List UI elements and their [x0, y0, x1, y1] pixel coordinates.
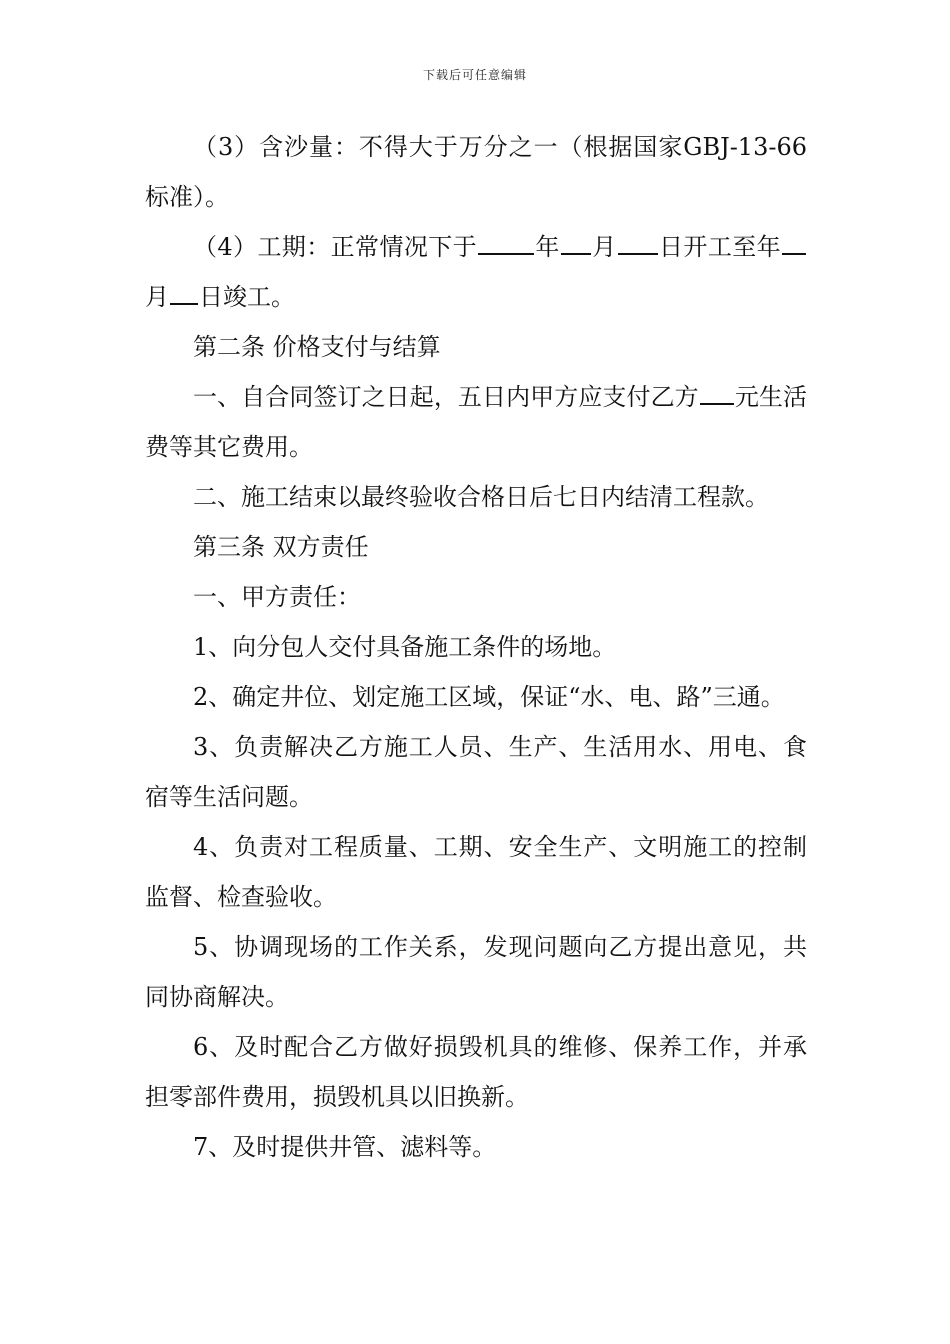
paragraph-payment — [145, 372, 807, 472]
schedule-text-3: 月 — [591, 233, 617, 261]
start-year-blank — [478, 229, 534, 255]
payment-amount-blank — [700, 379, 734, 405]
paragraph-sand-content: （3）含沙量：不得大于万分之一（根据国家GBJ-13-66标准）。 — [145, 133, 807, 211]
schedule-text-1: （4）工期：正常情况下于 — [193, 233, 478, 261]
party-a-item-1: 1、向分包人交付具备施工条件的场地。 — [193, 633, 617, 661]
page-header: 下载后可任意编辑 — [422, 68, 527, 82]
article-three-heading: 第三条 双方责任 — [193, 533, 369, 561]
payment-text-1: 一、自合同签订之日起，五日内甲方应支付乙方 — [193, 383, 699, 411]
schedule-text-6: 日竣工。 — [199, 283, 295, 311]
party-a-item-3: 3、负责解决乙方施工人员、生产、生活用水、用电、食宿等生活问题。 — [145, 733, 807, 811]
payment-text-2: 元生活费等其它费用。 — [145, 383, 807, 461]
start-day-blank — [618, 229, 658, 255]
paragraph-schedule — [145, 222, 807, 322]
end-day-blank — [170, 279, 198, 305]
party-a-item-2: 2、确定井位、划定施工区域，保证“水、电、路”三通。 — [193, 683, 785, 711]
document-body — [145, 122, 807, 1172]
start-month-blank — [561, 229, 591, 255]
paragraph-settlement: 二、施工结束以最终验收合格日后七日内结清工程款。 — [193, 483, 769, 511]
schedule-text-5: 月 — [145, 283, 169, 311]
article-two-heading: 第二条 价格支付与结算 — [193, 333, 441, 361]
party-a-heading: 一、甲方责任： — [193, 583, 361, 611]
schedule-text-4: 日开工至年 — [658, 233, 782, 261]
party-a-item-7: 7、及时提供井管、滤料等。 — [193, 1133, 497, 1161]
end-month-blank — [782, 229, 806, 255]
party-a-item-4: 4、负责对工程质量、工期、安全生产、文明施工的控制监督、检查验收。 — [145, 833, 807, 911]
schedule-text-2: 年 — [535, 233, 560, 261]
party-a-item-6: 6、及时配合乙方做好损毁机具的维修、保养工作，并承担零部件费用，损毁机具以旧换新。 — [145, 1033, 807, 1111]
party-a-item-5: 5、协调现场的工作关系，发现问题向乙方提出意见，共同协商解决。 — [145, 933, 807, 1011]
